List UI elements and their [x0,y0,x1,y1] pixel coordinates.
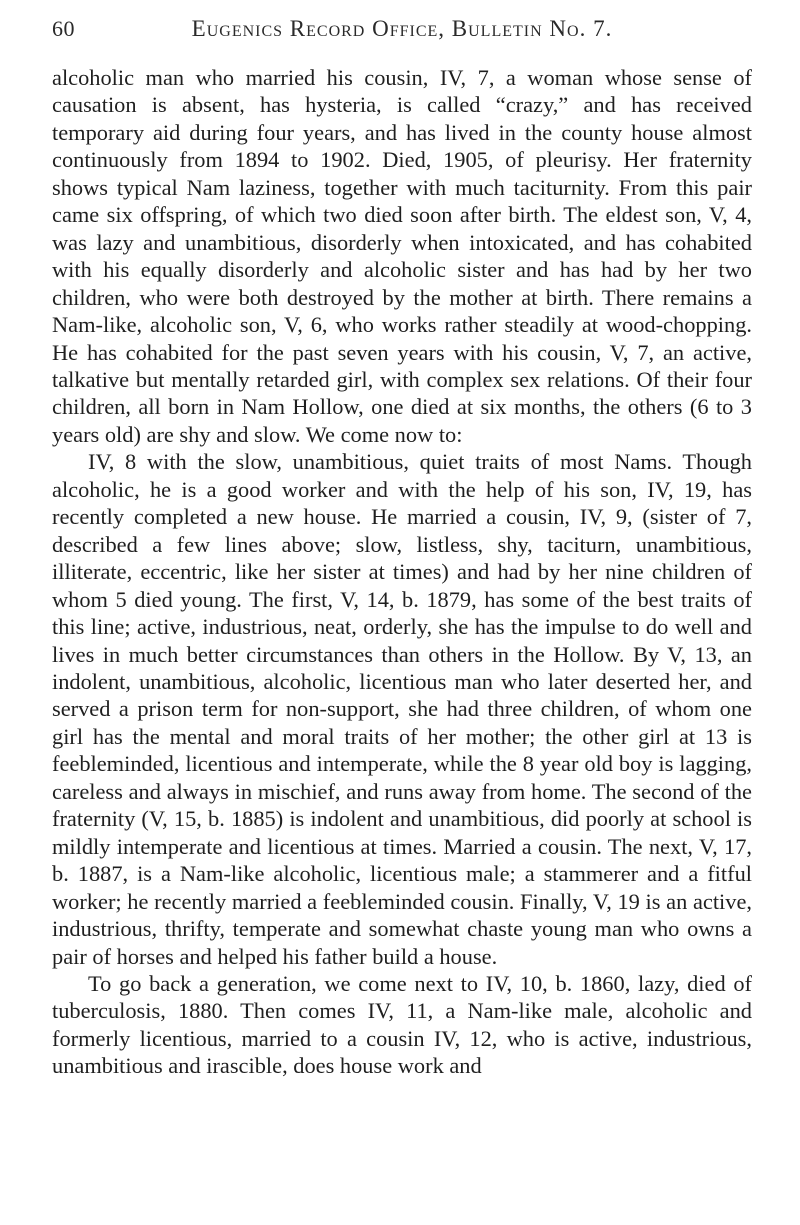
page-number: 60 [52,16,75,41]
body-text [52,64,752,1080]
paragraph-continued: alcoholic man who married his cousin, IV, 7, a woman whose sense of causation is absent, has hysteria, is called “crazy,” and has received temporary aid during four years, and has lived in the county house almost continuously from 1894 to 1902. Died, 1905, of pleurisy. Her fraternity shows typical Nam laziness, together with much taciturnity. From this pair came six offspring, of which two died soon after birth. The eldest son, V, 4, was lazy and unambitious, disorderly when intoxicated, and has cohabited with his equally disorderly and alcoholic sister and has had by her two children, who were both destroyed by the mother at birth. There remains a Nam-like, alcoholic son, V, 6, who works rather steadily at wood-chopping. He has cohabited for the past seven years with his cousin, V, 7, an active, talkative but mentally retarded girl, with complex sex relations. Of their four children, all born in Nam Hollow, one died at six months, the others (6 to 3 years old) are shy and slow. We come now to: [52,65,752,447]
running-title: Eugenics Record Office, Bulletin No. 7. [191,16,613,41]
paragraph-previous-generation: To go back a generation, we come next to IV, 10, b. 1860, lazy, died of tuberculosis, 1880. Then comes IV, 11, a Nam-like male, alcoholic and formerly licentious, married to a cousin IV, 12, who is active, industrious, unambitious and irascible, does house work and [52,970,752,1079]
running-head [52,16,752,46]
paragraph-iv-8: IV, 8 with the slow, unambitious, quiet traits of most Nams. Though alcoholic, he is a good worker and with the help of his son, IV, 19, has recently completed a new house. He married a cousin, IV, 9, (sister of 7, described a few lines above; slow, listless, shy, taciturn, unambitious, illiterate, eccentric, like her sister at times) and had by her nine children of whom 5 died young. The first, V, 14, b. 1879, has some of the best traits of this line; active, industrious, neat, orderly, she has the impulse to do well and lives in much better circumstances than others in the Hollow. By V, 13, an indolent, unambitious, alcoholic, licentious man who later deserted her, and served a prison term for non-support, she had three children, of whom one girl has the mental and moral traits of her mother; the other girl at 13 is feebleminded, licentious and intemperate, while the 8 year old boy is lagging, careless and always in mischief, and runs away from home. The second of the fraternity (V, 15, b. 1885) is indolent and unambitious, did poorly at school is mildly intemperate and licentious at times. Married a cousin. The next, V, 17, b. 1887, is a Nam-like alcoholic, licentious male; a stammerer and a fitful worker; he recently married a feebleminded cousin. Finally, V, 19 is an active, industrious, thrifty, temperate and somewhat chaste young man who owns a pair of horses and helped his father build a house. [52,449,752,969]
